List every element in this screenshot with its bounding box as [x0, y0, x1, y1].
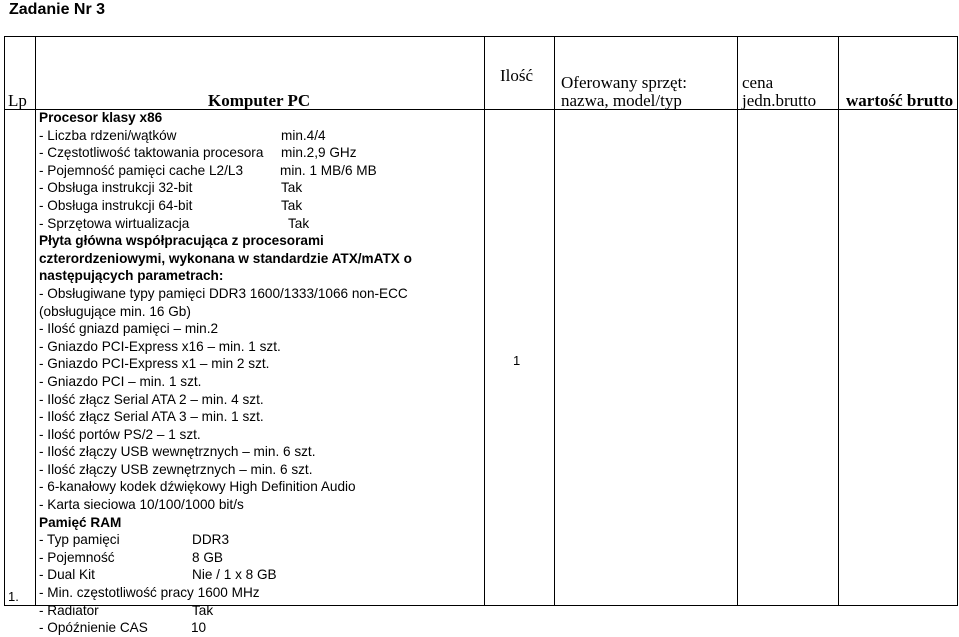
spec-row — [39, 197, 479, 215]
spec-label: - Radiator — [39, 602, 99, 618]
spec-label: - Gniazdo PCI-Express x1 – min 2 szt. — [39, 356, 270, 372]
spec-label: - Ilość portów PS/2 – 1 szt. — [39, 426, 201, 442]
spec-row — [39, 144, 479, 162]
spec-row — [39, 179, 479, 197]
spec-row — [39, 426, 479, 444]
spec-value: 8 GB — [192, 549, 223, 565]
spec-row — [39, 443, 479, 461]
spec-label: - Gniazdo PCI-Express x16 – min. 1 szt. — [39, 338, 281, 354]
spec-label: - Obsługa instrukcji 64-bit — [39, 197, 193, 213]
header-komputer-pc: Komputer PC — [208, 91, 311, 110]
spec-row — [39, 619, 479, 637]
spec-value: Tak — [192, 602, 214, 618]
spec-row — [39, 391, 479, 409]
spec-row — [39, 320, 479, 338]
spec-row — [39, 408, 479, 426]
spec-label: - Ilość złącz Serial ATA 3 – min. 1 szt. — [39, 409, 264, 425]
spec-label: następujących parametrach: — [39, 268, 224, 284]
spec-row — [39, 109, 479, 127]
spec-row — [39, 285, 479, 303]
spec-label: - Ilość złącz Serial ATA 2 – min. 4 szt. — [39, 391, 264, 407]
spec-row — [39, 531, 479, 549]
spec-label: - Typ pamięci — [39, 532, 120, 548]
spec-label: czterordzeniowymi, wykonana w standardzie ATX/mATX o — [39, 250, 412, 266]
spec-row — [39, 584, 479, 602]
header-ilosc: Ilość — [500, 66, 534, 85]
spec-label: - Ilość złączy USB zewnętrznych – min. 6 szt. — [39, 461, 313, 477]
header-oferowany-line2: nazwa, model/typ — [561, 91, 682, 110]
spec-row — [39, 162, 479, 180]
spec-row — [39, 215, 479, 233]
spec-label: - Sprzętowa wirtualizacja — [39, 215, 190, 231]
spec-row — [39, 232, 479, 250]
row-quantity: 1 — [513, 353, 521, 368]
header-cena-line1: cena — [742, 73, 774, 92]
spec-label: - Ilość gniazd pamięci – min.2 — [39, 321, 219, 337]
spec-label: Pamięć RAM — [39, 514, 122, 530]
spec-row — [39, 602, 479, 620]
spec-list — [39, 109, 479, 637]
spec-label: - Pojemność pamięci cache L2/L3 — [39, 162, 244, 178]
spec-row — [39, 267, 479, 285]
spec-value: min.4/4 — [281, 127, 326, 143]
spec-row — [39, 496, 479, 514]
spec-label: - Dual Kit — [39, 567, 95, 583]
spec-row — [39, 355, 479, 373]
spec-row — [39, 461, 479, 479]
header-lp: Lp — [8, 91, 27, 110]
spec-row — [39, 338, 479, 356]
page-title: Zadanie Nr 3 — [9, 1, 106, 18]
header-cena-line2: jedn.brutto — [742, 91, 817, 110]
spec-label: - Liczba rdzeni/wątków — [39, 127, 177, 143]
spec-label: Procesor klasy x86 — [39, 110, 163, 125]
spec-row — [39, 373, 479, 391]
spec-value: min.2,9 GHz — [281, 145, 357, 161]
spec-row — [39, 566, 479, 584]
spec-label: - Obsługiwane typy pamięci DDR3 1600/1333/1066 non-ECC — [39, 285, 408, 301]
spec-row — [39, 514, 479, 532]
spec-label: - Min. częstotliwość pracy 1600 MHz — [39, 585, 260, 601]
spec-row — [39, 478, 479, 496]
spec-label: - Gniazdo PCI – min. 1 szt. — [39, 373, 202, 389]
header-oferowany-line1: Oferowany sprzęt: — [561, 73, 688, 92]
spec-label: - Karta sieciowa 10/100/1000 bit/s — [39, 497, 244, 513]
spec-label: - Obsługa instrukcji 32-bit — [39, 180, 193, 196]
spec-label: - 6-kanałowy kodek dźwiękowy High Definition Audio — [39, 479, 356, 495]
spec-value: Tak — [281, 180, 303, 196]
spec-value: Tak — [281, 197, 303, 213]
spec-label: Płyta główna współpracująca z procesorami — [39, 233, 324, 249]
spec-value: 10 — [191, 620, 207, 636]
spec-row — [39, 250, 479, 268]
spec-label: - Pojemność — [39, 549, 115, 565]
spec-label: (obsługujące min. 16 Gb) — [39, 303, 191, 319]
spec-row — [39, 303, 479, 321]
spec-value: DDR3 — [192, 532, 230, 548]
spec-label: - Częstotliwość taktowania procesora — [39, 145, 264, 161]
spec-value: min. 1 MB/6 MB — [280, 162, 377, 178]
spec-row — [39, 549, 479, 567]
spec-row — [39, 127, 479, 145]
row-lp: 1. — [8, 589, 19, 604]
spec-value: Nie / 1 x 8 GB — [192, 567, 277, 583]
spec-value: Tak — [288, 215, 310, 231]
spec-label: - Opóźnienie CAS — [39, 620, 148, 636]
spec-label: - Ilość złączy USB wewnętrznych – min. 6 szt. — [39, 444, 316, 460]
header-wartosc-brutto: wartość brutto — [846, 91, 954, 110]
